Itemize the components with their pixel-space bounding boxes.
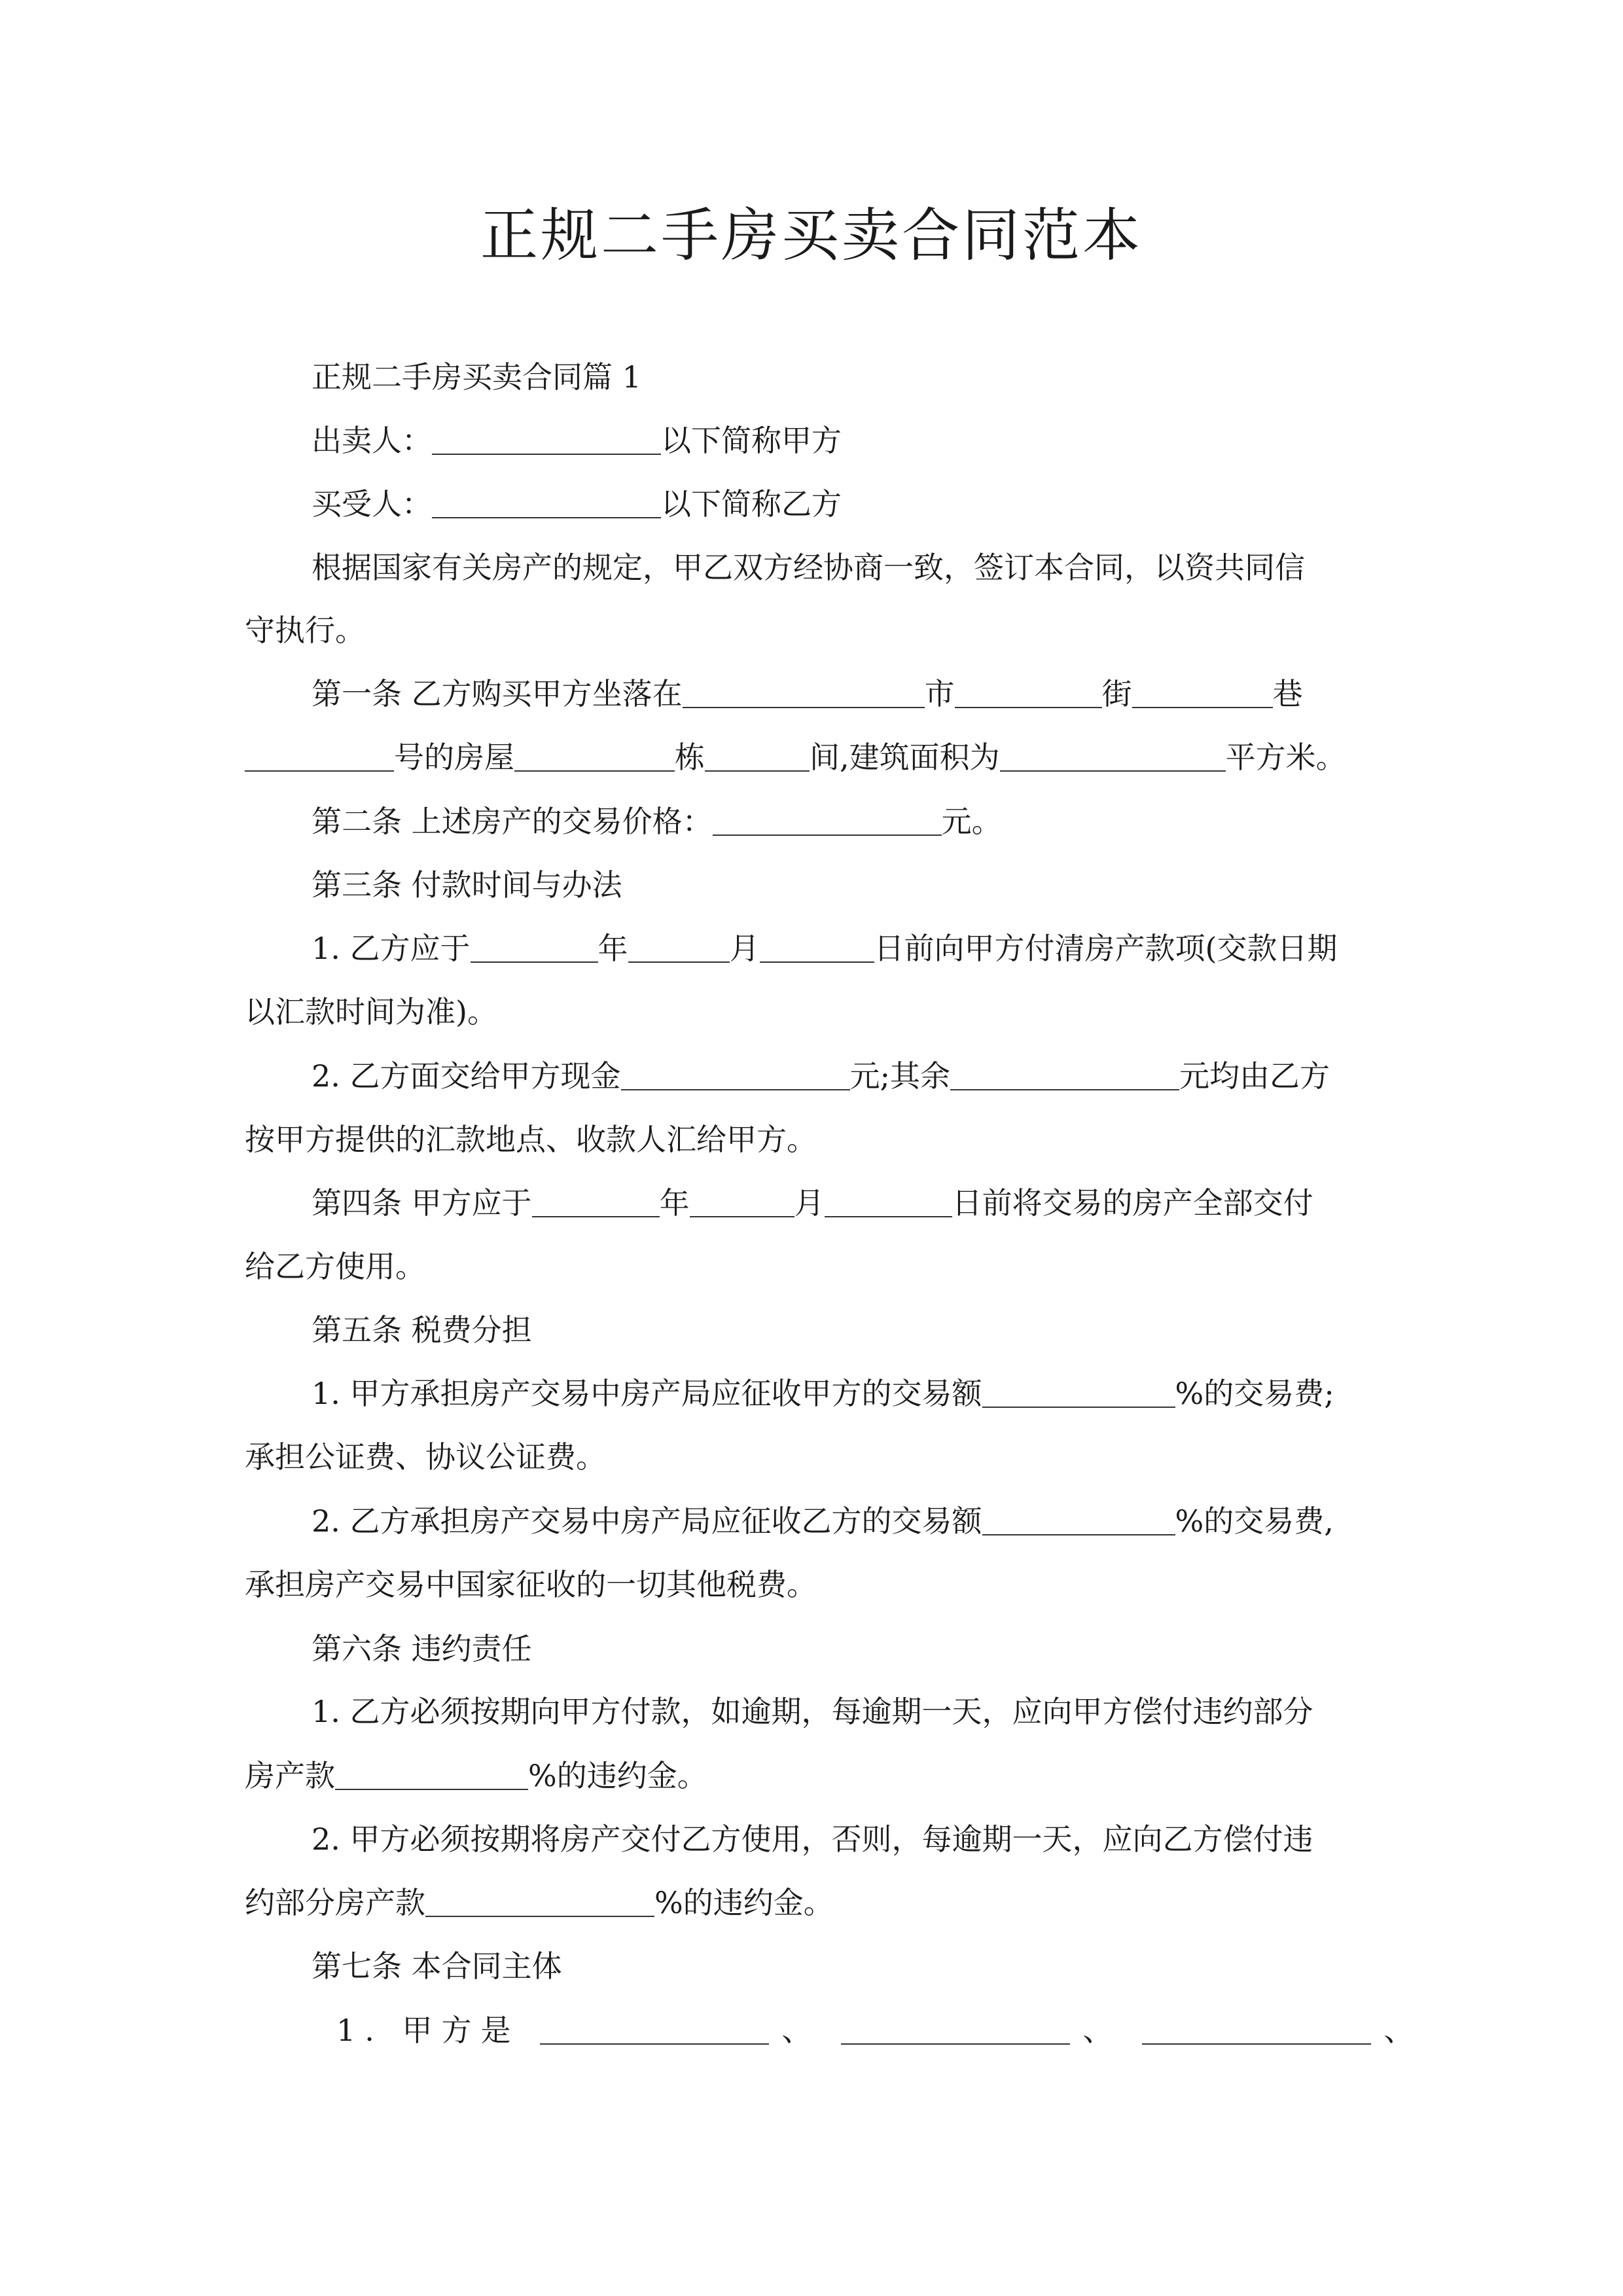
article-4-line-1 [312, 1174, 1313, 1232]
article-6-1-line-1: 1. 乙方必须按期向甲方付款，如逾期，每逾期一天，应向甲方偿付违约部分 [312, 1694, 1313, 1729]
area-blank [1000, 770, 1226, 772]
seller-fee-label: %的交易费; [1175, 1376, 1334, 1411]
separator-1: 、 [781, 2013, 821, 2048]
article-4-line-2: 给乙方使用。 [245, 1249, 425, 1284]
article-5-1-line-2: 承担公证费、协议公证费。 [245, 1439, 606, 1475]
article-6-heading: 第六条 违约责任 [312, 1631, 532, 1666]
delivery-month-label: 月 [794, 1185, 825, 1221]
buyer-label: 买受人： [312, 486, 432, 522]
article-7-heading: 第七条 本合同主体 [312, 1948, 562, 1984]
buyer-line [312, 475, 842, 533]
separator-3: 、 [1383, 2013, 1423, 2048]
article-5-2-line-2: 承担房产交易中国家征收的一切其他税费。 [245, 1567, 817, 1602]
article-3-1-line-1 [312, 919, 1337, 978]
delivery-day-label: 日前将交易的房产全部交付 [952, 1185, 1313, 1221]
article-6-2-line-1: 2. 甲方必须按期将房产交付乙方使用，否则，每逾期一天，应向乙方偿付违 [312, 1821, 1313, 1857]
area-unit: 平方米。 [1225, 740, 1346, 775]
separator-2: 、 [1082, 2013, 1122, 2048]
party-a-blank-3 [1142, 2043, 1371, 2045]
article-3-2-line-1 [312, 1047, 1330, 1105]
article-3-2-line-2: 按甲方提供的汇款地点、收款人汇给甲方。 [245, 1122, 817, 1157]
article-3-1-line-2: 以汇款时间为准)。 [245, 994, 497, 1030]
price-unit: 元。 [941, 804, 1002, 839]
seller-line [312, 411, 842, 470]
month-label: 月 [729, 931, 760, 966]
party-a-blank-2 [841, 2043, 1070, 2045]
seller-penalty-label: %的违约金。 [654, 1885, 834, 1920]
seller-fee-rate-blank [982, 1406, 1175, 1408]
lane-label: 巷 [1272, 676, 1303, 711]
article-6-2-line-2 [245, 1873, 834, 1932]
remaining-blank [950, 1088, 1179, 1090]
buyer-fee-rate-blank [982, 1534, 1175, 1535]
payment-month-blank [628, 961, 730, 963]
article-3-2-text: 2. 乙方面交给甲方现金 [312, 1058, 621, 1094]
remaining-label: 元;其余 [849, 1058, 951, 1094]
seller-suffix: 以下简称甲方 [661, 423, 842, 458]
article-1-line-1 [312, 664, 1303, 723]
article-7-1-line-1 [336, 2001, 1423, 2060]
city-label: 市 [924, 676, 955, 711]
day-label: 日前向甲方付清房产款项(交款日期 [874, 931, 1338, 966]
delivery-month-blank [690, 1215, 794, 1217]
seller-penalty-blank [425, 1915, 654, 1917]
street-label: 街 [1101, 676, 1132, 711]
article-5-1-text: 1. 甲方承担房产交易中房产局应征收甲方的交易额 [312, 1376, 982, 1411]
article-2-text: 第二条 上述房产的交易价格： [312, 804, 713, 839]
party-a-blank-1 [540, 2043, 769, 2045]
delivery-year-blank [532, 1215, 660, 1217]
article-7-1-text: 1. 甲方是 [336, 2013, 520, 2048]
article-2 [312, 792, 1002, 851]
year-label: 年 [597, 931, 628, 966]
room-blank [705, 770, 810, 772]
contract-subtitle: 正规二手房买卖合同篇 1 [312, 359, 641, 395]
payment-day-blank [760, 961, 874, 963]
cash-blank [621, 1088, 850, 1090]
preamble-line-2: 守执行。 [245, 613, 365, 648]
article-3-1-text: 1. 乙方应于 [312, 931, 471, 966]
article-4-text: 第四条 甲方应于 [312, 1185, 532, 1221]
building-blank [514, 770, 675, 772]
seller-label: 出卖人： [312, 423, 432, 458]
article-5-1-line-1 [312, 1364, 1334, 1423]
article-6-2-text: 约部分房产款 [245, 1885, 425, 1920]
preamble-line-1: 根据国家有关房产的规定，甲乙双方经协商一致，签订本合同，以资共同信 [312, 550, 1305, 585]
city-blank [955, 706, 1102, 708]
house-number-blank [245, 770, 394, 772]
price-blank [713, 834, 942, 836]
article-1-line-2 [245, 728, 1346, 787]
house-label: 号的房屋 [394, 740, 514, 775]
seller-name-blank [432, 453, 661, 455]
article-6-1-text: 房产款 [245, 1758, 335, 1793]
article-6-1-line-2 [245, 1746, 707, 1805]
buyer-name-blank [432, 516, 661, 518]
remittance-label: 元均由乙方 [1179, 1058, 1330, 1094]
delivery-day-blank [825, 1215, 952, 1217]
area-label: 间,建筑面积为 [810, 740, 1000, 775]
article-5-2-text: 2. 乙方承担房产交易中房产局应征收乙方的交易额 [312, 1503, 982, 1539]
location-blank [683, 706, 925, 708]
article-3-heading: 第三条 付款时间与办法 [312, 867, 622, 903]
building-label: 栋 [675, 740, 705, 775]
street-blank [1132, 706, 1273, 708]
delivery-year-label: 年 [659, 1185, 690, 1221]
article-5-2-line-1 [312, 1492, 1334, 1551]
document-title: 正规二手房买卖合同范本 [480, 202, 1143, 269]
article-1-text: 第一条 乙方购买甲方坐落在 [312, 676, 683, 711]
buyer-fee-label: %的交易费, [1175, 1503, 1334, 1539]
buyer-penalty-label: %的违约金。 [528, 1758, 707, 1793]
article-5-heading: 第五条 税费分担 [312, 1312, 532, 1348]
payment-year-blank [471, 961, 598, 963]
buyer-suffix: 以下简称乙方 [661, 486, 842, 522]
buyer-penalty-blank [335, 1788, 528, 1790]
